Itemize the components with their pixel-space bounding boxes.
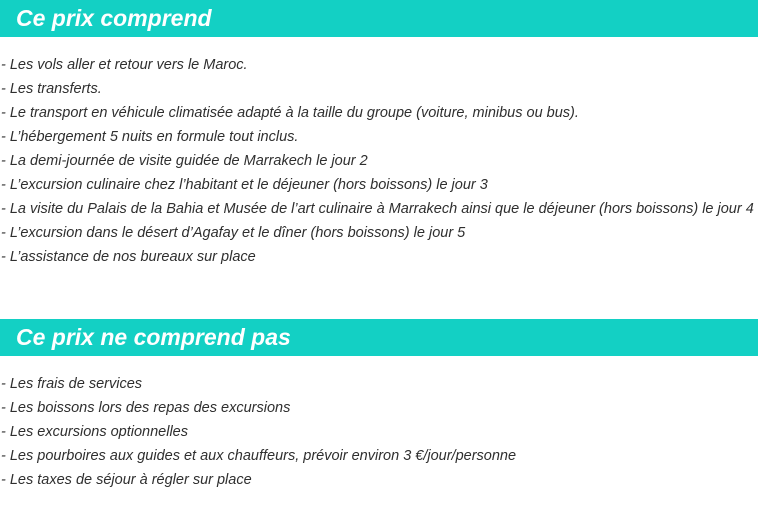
list-item: - Les excursions optionnelles (1, 424, 188, 440)
list-item: - La visite du Palais de la Bahia et Musée de l’art culinaire à Marrakech ainsi que le déjeuner (hors boissons) le jour 4 (1, 201, 754, 217)
list-item: - Les frais de services (1, 376, 143, 392)
list-item: - L’excursion culinaire chez l’habitant et le déjeuner (hors boissons) le jour 3 (1, 177, 488, 193)
list-item: - Les taxes de séjour à régler sur place (1, 472, 252, 488)
list-item: - Les boissons lors des repas des excursions (1, 400, 291, 416)
list-item: - L’hébergement 5 nuits en formule tout inclus. (1, 129, 299, 145)
list-item: - L’excursion dans le désert d’Agafay et le dîner (hors boissons) le jour 5 (1, 225, 466, 241)
list-item: - La demi-journée de visite guidée de Marrakech le jour 2 (1, 153, 368, 169)
included-heading: Ce prix comprend (0, 0, 758, 37)
list-item: - Les pourboires aux guides et aux chauffeurs, prévoir environ 3 €/jour/personne (1, 448, 517, 464)
excluded-list (0, 372, 758, 492)
excluded-heading: Ce prix ne comprend pas (0, 319, 758, 356)
list-item: - L’assistance de nos bureaux sur place (1, 249, 256, 265)
included-list (0, 53, 758, 269)
list-item: - Le transport en véhicule climatisée adapté à la taille du groupe (voiture, minibus ou bus). (1, 105, 579, 121)
excluded-section (0, 319, 758, 492)
list-item: - Les vols aller et retour vers le Maroc. (1, 57, 248, 73)
list-item: - Les transferts. (1, 81, 102, 97)
